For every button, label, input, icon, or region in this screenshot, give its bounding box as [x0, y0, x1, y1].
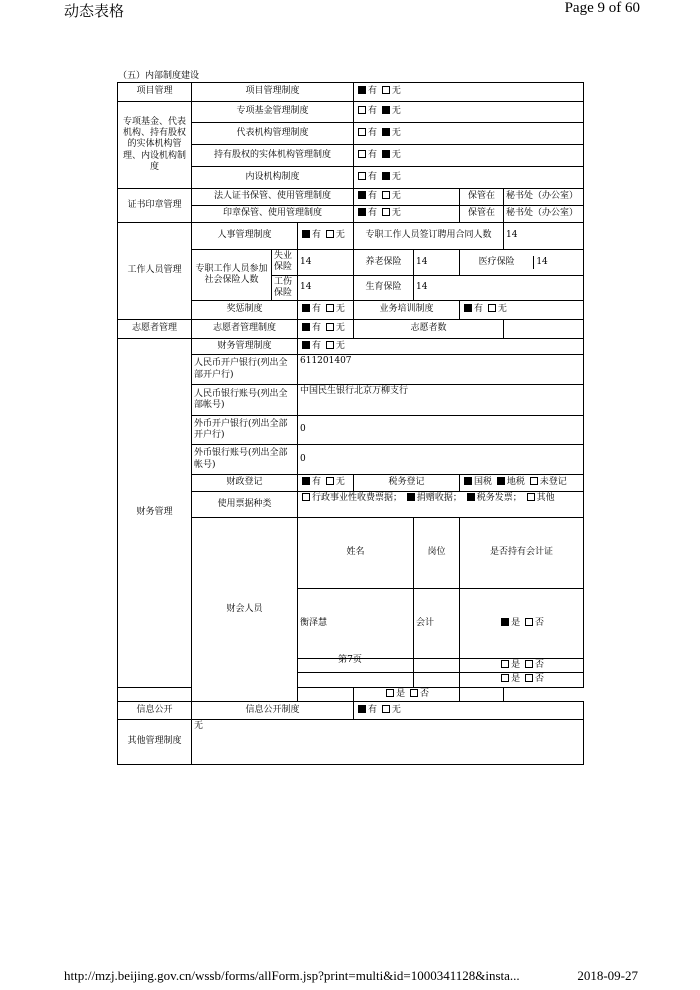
medical-label: 医疗保险 [478, 256, 515, 267]
checkbox-checked[interactable] [302, 341, 310, 349]
item-project-system: 项目管理制度 [192, 83, 354, 102]
cert-keep-value: 秘书处（办公室） [504, 189, 584, 206]
special-fund-choice: 有 无 [354, 102, 584, 123]
fx-account-label: 外币银行账号(列出全部帐号) [192, 445, 298, 475]
checkbox-unchecked[interactable] [382, 86, 390, 94]
injury-value: 14 [298, 275, 354, 301]
item-internal-org: 内设机构制度 [192, 167, 354, 189]
checkbox-unchecked[interactable] [527, 493, 535, 501]
checkbox-unchecked[interactable] [410, 689, 418, 697]
fin-staff-qual [460, 687, 504, 701]
pension-value: 14 [414, 250, 460, 276]
rmb-account-value: 中国民生银行北京万柳支行 [298, 385, 584, 416]
row-hr [118, 223, 584, 250]
category-staff: 工作人员管理 [118, 223, 192, 320]
checkbox-unchecked[interactable] [326, 477, 334, 485]
checkbox-unchecked[interactable] [326, 341, 334, 349]
category-seal: 证书印章管理 [118, 189, 192, 223]
item-seal: 印章保管、使用管理制度 [192, 206, 354, 223]
disclosure-label: 信息公开制度 [192, 701, 354, 719]
item-special-fund: 专项基金管理制度 [192, 102, 354, 123]
project-system-choice: 有 无 [354, 83, 584, 102]
checkbox-checked[interactable] [358, 191, 366, 199]
checkbox-unchecked[interactable] [382, 208, 390, 216]
checkbox-unchecked[interactable] [386, 689, 394, 697]
tax-choice: 国税 地税 未登记 [460, 475, 584, 492]
contract-value: 14 [504, 223, 584, 250]
fin-staff-name [298, 673, 414, 687]
seal-choice: 有 无 [354, 206, 460, 223]
checkbox-checked[interactable] [358, 705, 366, 713]
rep-office-choice: 有 无 [354, 123, 584, 145]
checkbox-unchecked[interactable] [488, 304, 496, 312]
fin-staff-cert: 是 否 [354, 687, 460, 701]
finance-system-label: 财务管理制度 [192, 339, 298, 355]
item-equity-entity: 持有股权的实体机构管理制度 [192, 145, 354, 167]
row-finance-system [118, 339, 584, 355]
checkbox-unchecked[interactable] [525, 674, 533, 682]
fin-staff-label: 财会人员 [192, 518, 298, 702]
fin-staff-post: 会计 [414, 588, 460, 659]
checkbox-unchecked[interactable] [501, 674, 509, 682]
pension-label: 养老保险 [354, 250, 414, 276]
cert-choice: 有 无 [354, 189, 460, 206]
page-number: 第7页 [338, 655, 362, 665]
footer-date: 2018-09-27 [577, 968, 638, 983]
fx-account-value: 0 [298, 445, 584, 475]
volunteer-count-label: 志愿者数 [354, 320, 504, 339]
checkbox-checked[interactable] [497, 477, 505, 485]
fin-staff-header-cert: 是否持有会计证 [460, 518, 584, 589]
other-value: 无 [192, 719, 584, 764]
checkbox-checked[interactable] [382, 128, 390, 136]
fin-staff-header-name: 姓名 [298, 518, 414, 589]
fin-staff-post [298, 687, 354, 701]
injury-label: 工伤保险 [272, 275, 298, 301]
header-title: 动态表格 [64, 2, 125, 20]
checkbox-checked[interactable] [382, 106, 390, 114]
invoice-label: 使用票据种类 [192, 492, 298, 518]
checkbox-checked[interactable] [302, 323, 310, 331]
row-other [118, 719, 584, 764]
checkbox-checked[interactable] [302, 304, 310, 312]
fin-staff-cert: 是 否 [460, 673, 584, 687]
checkbox-checked[interactable] [464, 477, 472, 485]
checkbox-checked[interactable] [382, 172, 390, 180]
row-volunteer [118, 320, 584, 339]
medical-value: 14 [534, 256, 583, 269]
training-label: 业务培训制度 [354, 301, 460, 320]
checkbox-checked[interactable] [501, 618, 509, 626]
checkbox-checked[interactable] [464, 304, 472, 312]
seal-keep-value: 秘书处（办公室） [504, 206, 584, 223]
maternity-value: 14 [414, 275, 584, 301]
checkbox-unchecked[interactable] [382, 191, 390, 199]
row-disclosure [118, 701, 584, 719]
fin-staff-header-post: 岗位 [414, 518, 460, 589]
maternity-label: 生育保险 [354, 275, 414, 301]
checkbox-unchecked[interactable] [525, 618, 533, 626]
category-volunteer: 志愿者管理 [118, 320, 192, 339]
hr-choice: 有 无 [298, 223, 354, 250]
checkbox-unchecked[interactable] [326, 323, 334, 331]
category-special: 专项基金、代表机构、持有股权的实体机构管理、内设机构制度 [118, 102, 192, 189]
category-finance: 财务管理 [118, 339, 192, 688]
insurance-label: 专职工作人员参加社会保险人数 [192, 250, 272, 301]
contract-label: 专职工作人员签订聘用合同人数 [354, 223, 504, 250]
checkbox-unchecked[interactable] [358, 128, 366, 136]
item-rep-office: 代表机构管理制度 [192, 123, 354, 145]
medical-cell [460, 250, 584, 276]
internal-org-choice: 有 无 [354, 167, 584, 189]
fin-staff-name [118, 687, 216, 701]
section-title: （五）内部制度建设 [118, 71, 200, 81]
checkbox-checked[interactable] [382, 150, 390, 158]
row-special-fund [118, 102, 584, 123]
checkbox-checked[interactable] [358, 86, 366, 94]
seal-keep-label: 保管在 [460, 206, 504, 223]
tax-label: 税务登记 [354, 475, 460, 492]
unemployment-value: 14 [298, 250, 354, 276]
fx-bank-value: 0 [298, 416, 584, 445]
checkbox-checked[interactable] [302, 477, 310, 485]
fin-staff-name: 衡泽慧 [298, 588, 414, 659]
category-other: 其他管理制度 [118, 719, 192, 764]
invoice-choice: 行政事业性收费票据； 捐赠收据； 税务发票； 其他 [298, 492, 584, 518]
checkbox-unchecked[interactable] [326, 230, 334, 238]
footer-url: http://mzj.beijing.gov.cn/wssb/forms/allForm.jsp?print=multi&id=1000341128&insta... [64, 968, 520, 983]
category-disclosure: 信息公开 [118, 701, 192, 719]
volunteer-count-value [504, 320, 584, 339]
checkbox-checked[interactable] [467, 493, 475, 501]
fx-bank-label: 外币开户银行(列出全部开户行) [192, 416, 298, 445]
finance-system-blank [354, 339, 584, 355]
fiscal-label: 财政登记 [192, 475, 298, 492]
checkbox-checked[interactable] [407, 493, 415, 501]
checkbox-unchecked[interactable] [358, 106, 366, 114]
row-cert [118, 189, 584, 206]
page-indicator: Page 9 of 60 [564, 0, 640, 16]
checkbox-unchecked[interactable] [358, 172, 366, 180]
fin-staff-cert: 是 否 [460, 588, 584, 659]
cert-keep-label: 保管在 [460, 189, 504, 206]
rmb-account-label: 人民币银行账号(列出全部帐号) [192, 385, 298, 416]
fin-staff-cert: 是 否 [460, 659, 584, 673]
finance-system-choice: 有 无 [298, 339, 354, 355]
equity-entity-choice: 有 无 [354, 145, 584, 167]
reward-label: 奖惩制度 [192, 301, 298, 320]
volunteer-system-label: 志愿者管理制度 [192, 320, 298, 339]
checkbox-unchecked[interactable] [358, 150, 366, 158]
fin-staff-row [118, 687, 584, 701]
checkbox-checked[interactable] [302, 230, 310, 238]
checkbox-unchecked[interactable] [326, 304, 334, 312]
training-choice: 有 无 [460, 301, 584, 320]
volunteer-system-choice: 有 无 [298, 320, 354, 339]
checkbox-unchecked[interactable] [530, 477, 538, 485]
fiscal-choice: 有 无 [298, 475, 354, 492]
category-project: 项目管理 [118, 83, 192, 102]
item-cert: 法人证书保管、使用管理制度 [192, 189, 354, 206]
unemployment-label: 失业保险 [272, 250, 298, 276]
checkbox-checked[interactable] [358, 208, 366, 216]
disclosure-choice: 有 无 [354, 701, 584, 719]
rmb-bank-value: 611201407 [298, 355, 584, 385]
fin-staff-post [414, 673, 460, 687]
hr-label: 人事管理制度 [192, 223, 298, 250]
row-project [118, 83, 584, 102]
reward-choice: 有 无 [298, 301, 354, 320]
rmb-bank-label: 人民币开户银行(列出全部开户行) [192, 355, 298, 385]
checkbox-unchecked[interactable] [382, 705, 390, 713]
checkbox-unchecked[interactable] [302, 493, 310, 501]
